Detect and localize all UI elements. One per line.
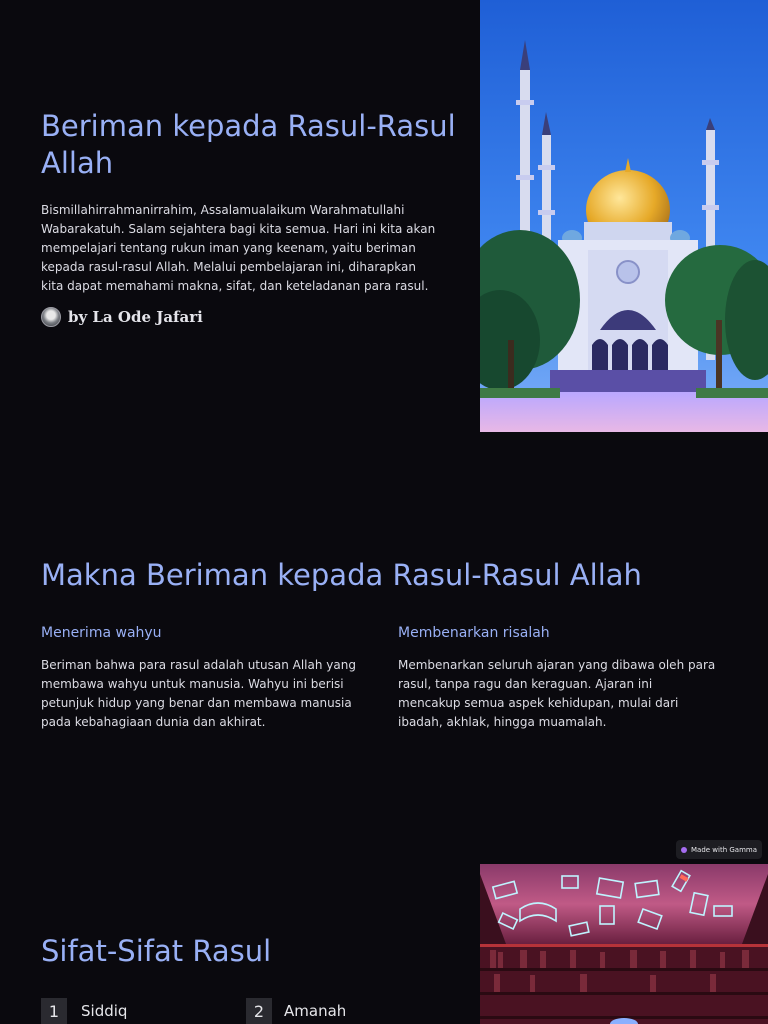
item-label: Siddiq [81,1002,128,1020]
section-title-sifat: Sifat-Sifat Rasul [41,934,272,968]
author-name: by La Ode Jafari [68,308,203,326]
sifat-item-siddiq [41,998,127,1024]
item-label: Amanah [284,1002,347,1020]
column-text: Membenarkan seluruh ajaran yang dibawa oleh para rasul, tanpa ragu dan keraguan. Ajaran ini mencakup semua aspek kehidupan, mulai dari ibadah, akhlak, hingga muamalah. [398,658,716,729]
column-text: Beriman bahwa para rasul adalah utusan Allah yang membawa wahyu untuk manusia. Wahyu ini berisi petunjuk hidup yang benar dan membawa manusia pada kebahagiaan dunia dan akhirat. [41,658,356,729]
gamma-logo-icon [681,847,687,853]
slide-title: Beriman kepada Rasul-Rasul Allah [41,109,456,180]
column-menerima-wahyu [41,624,361,732]
library-image [480,864,768,1024]
column-heading: Membenarkan risalah [398,625,550,641]
badge-label: Made with Gamma [690,845,758,854]
section-title-makna: Makna Beriman kepada Rasul-Rasul Allah [41,558,642,592]
mosque-image [480,0,768,432]
column-membenarkan-risalah [398,624,718,732]
column-heading: Menerima wahyu [41,625,162,641]
item-number: 1 [41,998,67,1024]
author-avatar [41,307,61,327]
made-with-gamma-badge[interactable] [676,840,762,859]
author-line [41,307,203,327]
intro-paragraph: Bismillahirrahmanirrahim, Assalamualaikum Warahmatullahi Wabarakatuh. Salam sejahtera bagi kita semua. Hari ini kita akan mempelajari tentang rukun iman yang keenam, yaitu beriman kepada rasul-rasul Allah. Melalui pembelajaran ini, diharapkan kita dapat memahami makna, sifat, dan keteladanan para rasul. [41,203,436,293]
item-number: 2 [246,998,272,1024]
sifat-item-amanah [246,998,346,1024]
